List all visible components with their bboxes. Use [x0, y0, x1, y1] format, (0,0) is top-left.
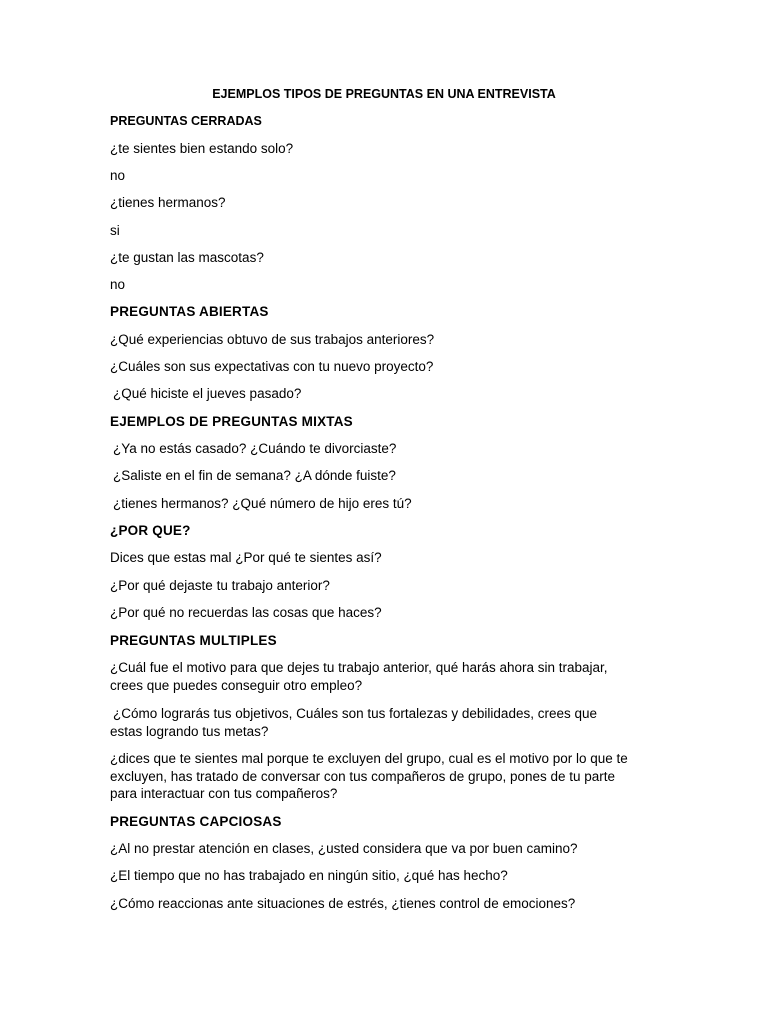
heading-mixtas: EJEMPLOS DE PREGUNTAS MIXTAS [110, 414, 353, 429]
multiples-paragraph-line: crees que puedes conseguir otro empleo? [110, 677, 363, 693]
porque-line: ¿Por qué no recuerdas las cosas que haces? [110, 605, 382, 620]
heading-multiples: PREGUNTAS MULTIPLES [110, 633, 277, 648]
heading-capciosas: PREGUNTAS CAPCIOSAS [110, 814, 282, 829]
mixtas-line: ¿tienes hermanos? ¿Qué número de hijo eres tú? [113, 496, 412, 511]
heading-abiertas: PREGUNTAS ABIERTAS [110, 304, 269, 319]
capciosas-line: ¿Cómo reaccionas ante situaciones de estrés, ¿tienes control de emociones? [110, 896, 576, 911]
abiertas-line: ¿Qué experiencias obtuvo de sus trabajos anteriores? [110, 332, 435, 347]
porque-line: Dices que estas mal ¿Por qué te sientes así? [110, 550, 382, 565]
cerradas-line: no [110, 277, 126, 292]
porque-line: ¿Por qué dejaste tu trabajo anterior? [110, 578, 330, 593]
cerradas-line: ¿te sientes bien estando solo? [110, 141, 294, 156]
multiples-paragraph-line: ¿dices que te sientes mal porque te excluyen del grupo, cual es el motivo por lo que te [110, 751, 628, 766]
multiples-paragraph [110, 659, 670, 694]
multiples-paragraph-line: excluyen, has tratado de conversar con tus compañeros de grupo, pones de tu parte [110, 768, 616, 784]
cerradas-line: ¿te gustan las mascotas? [110, 250, 264, 265]
abiertas-line: ¿Qué hiciste el jueves pasado? [113, 386, 302, 401]
abiertas-line: ¿Cuáles son sus expectativas con tu nuevo proyecto? [110, 359, 434, 374]
multiples-paragraph-line: ¿Cuál fue el motivo para que dejes tu trabajo anterior, qué harás ahora sin trabajar, [110, 660, 608, 675]
cerradas-line: no [110, 168, 126, 183]
document-title: EJEMPLOS TIPOS DE PREGUNTAS EN UNA ENTREVISTA [212, 87, 556, 101]
multiples-paragraph-line: para interactuar con tus compañeros? [110, 786, 338, 801]
multiples-paragraph-line: estas logrando tus metas? [110, 723, 269, 739]
multiples-paragraph [110, 750, 670, 803]
cerradas-line: si [110, 223, 120, 238]
cerradas-line: ¿tienes hermanos? [110, 195, 226, 210]
mixtas-line: ¿Ya no estás casado? ¿Cuándo te divorciaste? [113, 441, 397, 456]
multiples-paragraph-line: ¿Cómo lograrás tus objetivos, Cuáles son tus fortalezas y debilidades, crees que [113, 706, 597, 721]
multiples-paragraph [110, 705, 673, 740]
capciosas-line: ¿Al no prestar atención en clases, ¿usted considera que va por buen camino? [110, 841, 578, 856]
heading-por-que: ¿POR QUE? [110, 523, 191, 538]
capciosas-line: ¿El tiempo que no has trabajado en ningún sitio, ¿qué has hecho? [110, 868, 508, 883]
heading-cerradas: PREGUNTAS CERRADAS [110, 114, 262, 128]
mixtas-line: ¿Saliste en el fin de semana? ¿A dónde fuiste? [113, 468, 396, 483]
